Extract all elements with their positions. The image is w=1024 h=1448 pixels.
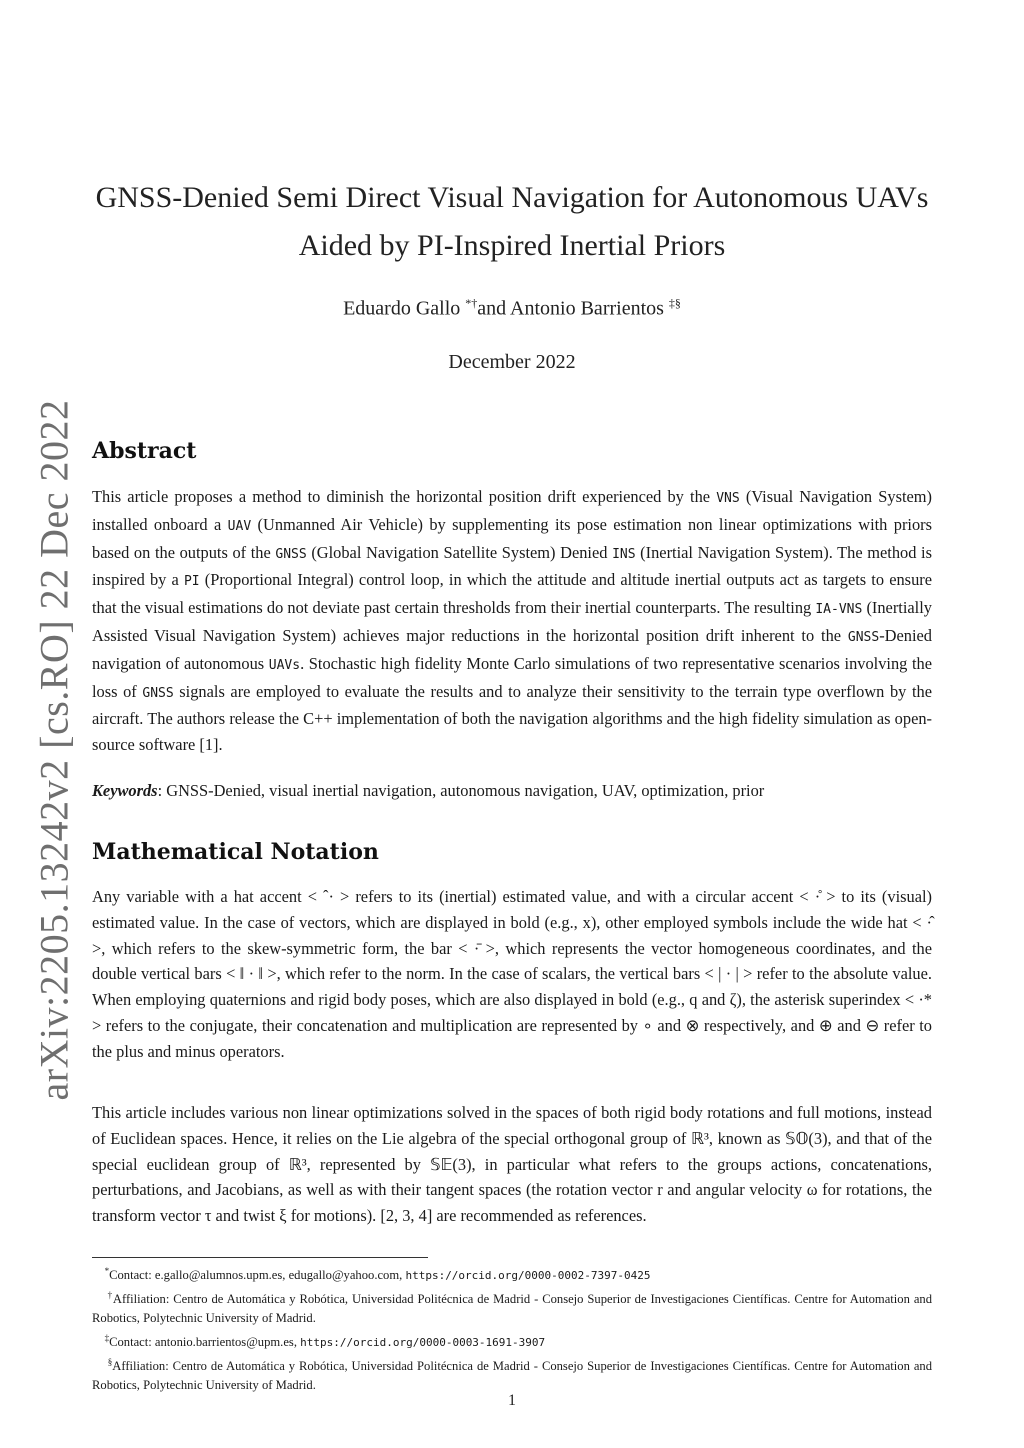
title-line-2: Aided by PI-Inspired Inertial Priors [298, 229, 726, 262]
abstract-body [92, 484, 932, 758]
acronym-gnss-3: GNSS [142, 685, 174, 701]
acronym-ins: INS [612, 546, 636, 562]
footnote-rule [92, 1257, 428, 1258]
keywords-text: : GNSS-Denied, visual inertial navigation, autonomous navigation, UAV, optimization, prior [157, 781, 765, 800]
author-2-marks: ‡§ [668, 296, 681, 310]
author-conjunction: and Antonio Barrientos [477, 297, 669, 320]
acronym-vns: VNS [716, 491, 740, 506]
orcid-link-2[interactable]: https://orcid.org/0000-0003-1691-3907 [300, 1336, 546, 1350]
notation-body [92, 884, 932, 1065]
notation-body-2 [92, 1100, 932, 1229]
abstract-paragraph: This article proposes a method to diminish the horizontal position drift experienced by the VNS (Visual Navigation System) installed onboard a UAV (Unmanned Air Vehicle) by supplementing its pose estimation non linear optimizations with priors based on the outputs of the GNSS (Global Navigation Satellite System) Denied INS (Inertial Navigation System). The method is inspired by a PI (Proportional Integral) control loop, in which the attitude and altitude inertial outputs act as targets to ensure that the visual estimations do not deviate past certain thresholds from their inertial counterparts. The resulting IA-VNS (Inertially Assisted Visual Navigation System) achieves major reductions in the horizontal position drift inherent to the GNSS-Denied navigation of autonomous UAVs. Stochastic high fidelity Monte Carlo simulations of two representative scenarios involving the loss of GNSS signals are employed to evaluate the results and to analyze their sensitivity to the terrain type overflown by the aircraft. The authors release the C++ implementation of both the navigation algorithms and the high fidelity simulation as open-source software [1]. [92, 487, 932, 755]
footnote-2: †Affiliation: Centro de Automática y Robótica, Universidad Politécnica de Madrid - Consejo Superior de Investigaciones Científicas. Centre for Automation and Robotics, Polytechnic University of Madrid. [92, 1289, 932, 1326]
page-number: 1 [508, 1392, 516, 1409]
acronym-ia-vns: IA-VNS [815, 602, 863, 618]
acronym-pi: PI [183, 574, 200, 590]
arxiv-identifier [14, 399, 94, 1101]
abstract-section [92, 438, 932, 464]
abstract-heading: Abstract [92, 438, 197, 464]
date: December 2022 [448, 351, 576, 373]
acronym-uavs: UAVs [268, 657, 301, 673]
keywords [92, 778, 932, 804]
footnote-1: *Contact: e.gallo@alumnos.upm.es, edugallo@yahoo.com, https://orcid.org/0000-0002-7397-0425 [104, 1266, 651, 1283]
title-line-1: GNSS-Denied Semi Direct Visual Navigation for Autonomous UAVs [95, 181, 929, 214]
footnote-3: ‡Contact: antonio.barrientos@upm.es, https://orcid.org/0000-0003-1691-3907 [104, 1332, 546, 1350]
orcid-link-1[interactable]: https://orcid.org/0000-0002-7397-0425 [405, 1269, 651, 1283]
notation-section [92, 839, 932, 865]
author-1: Eduardo Gallo [343, 297, 466, 320]
footnotes [92, 1262, 932, 1396]
notation-heading: Mathematical Notation [92, 839, 379, 865]
acronym-gnss: GNSS [275, 546, 307, 562]
paper-title [60, 174, 964, 270]
arxiv-id-text: arXiv:2205.13242v2 [cs.RO] 22 Dec 2022 [31, 399, 77, 1101]
authors [0, 296, 1024, 321]
acronym-gnss-2: GNSS [847, 629, 880, 645]
acronym-uav: UAV [227, 518, 252, 534]
notation-paragraph-2: This article includes various non linear optimizations solved in the spaces of both rigid body rotations and full motions, instead of Euclidean spaces. Hence, it relies on the Lie algebra of the special orthogonal group of ℝ³, known as 𝕊𝕆(3), and that of the special euclidean group of ℝ³, represented by 𝕊𝔼(3), in particular what refers to the groups actions, concatenations, perturbations, and Jacobians, as well as with their tangent spaces (the rotation vector r and angular velocity ω for rotations, the transform vector τ and twist ξ for motions). [2, 3, 4] are recommended as references. [92, 1103, 932, 1226]
notation-paragraph-1: Any variable with a hat accent < ˆ· > refers to its (inertial) estimated value, and with a circular accent < ·̊ > to its (visual) estimated value. In the case of vectors, which are displayed in bold (e.g., x), other employed symbols include the wide hat < ·̂ >, which refers to the skew-symmetric form, the bar < ·̄ >, which represents the vector homogeneous coordinates, and the double vertical bars < ‖ · ‖ >, which refer to the norm. In the case of scalars, the vertical bars < | · | > refer to the absolute value. When employing quaternions and rigid body poses, which are also displayed in bold (e.g., q and ζ), the asterisk superindex < ·* > refers to the conjugate, their concatenation and multiplication are represented by ∘ and ⊗ respectively, and ⊕ and ⊖ refer to the plus and minus operators. [92, 887, 932, 1061]
author-1-marks: *† [465, 296, 478, 310]
keywords-label: Keywords [92, 781, 158, 800]
footnote-4: §Affiliation: Centro de Automática y Robótica, Universidad Politécnica de Madrid - Consejo Superior de Investigaciones Científicas. Centre for Automation and Robotics, Polytechnic University of Madrid. [92, 1356, 933, 1393]
